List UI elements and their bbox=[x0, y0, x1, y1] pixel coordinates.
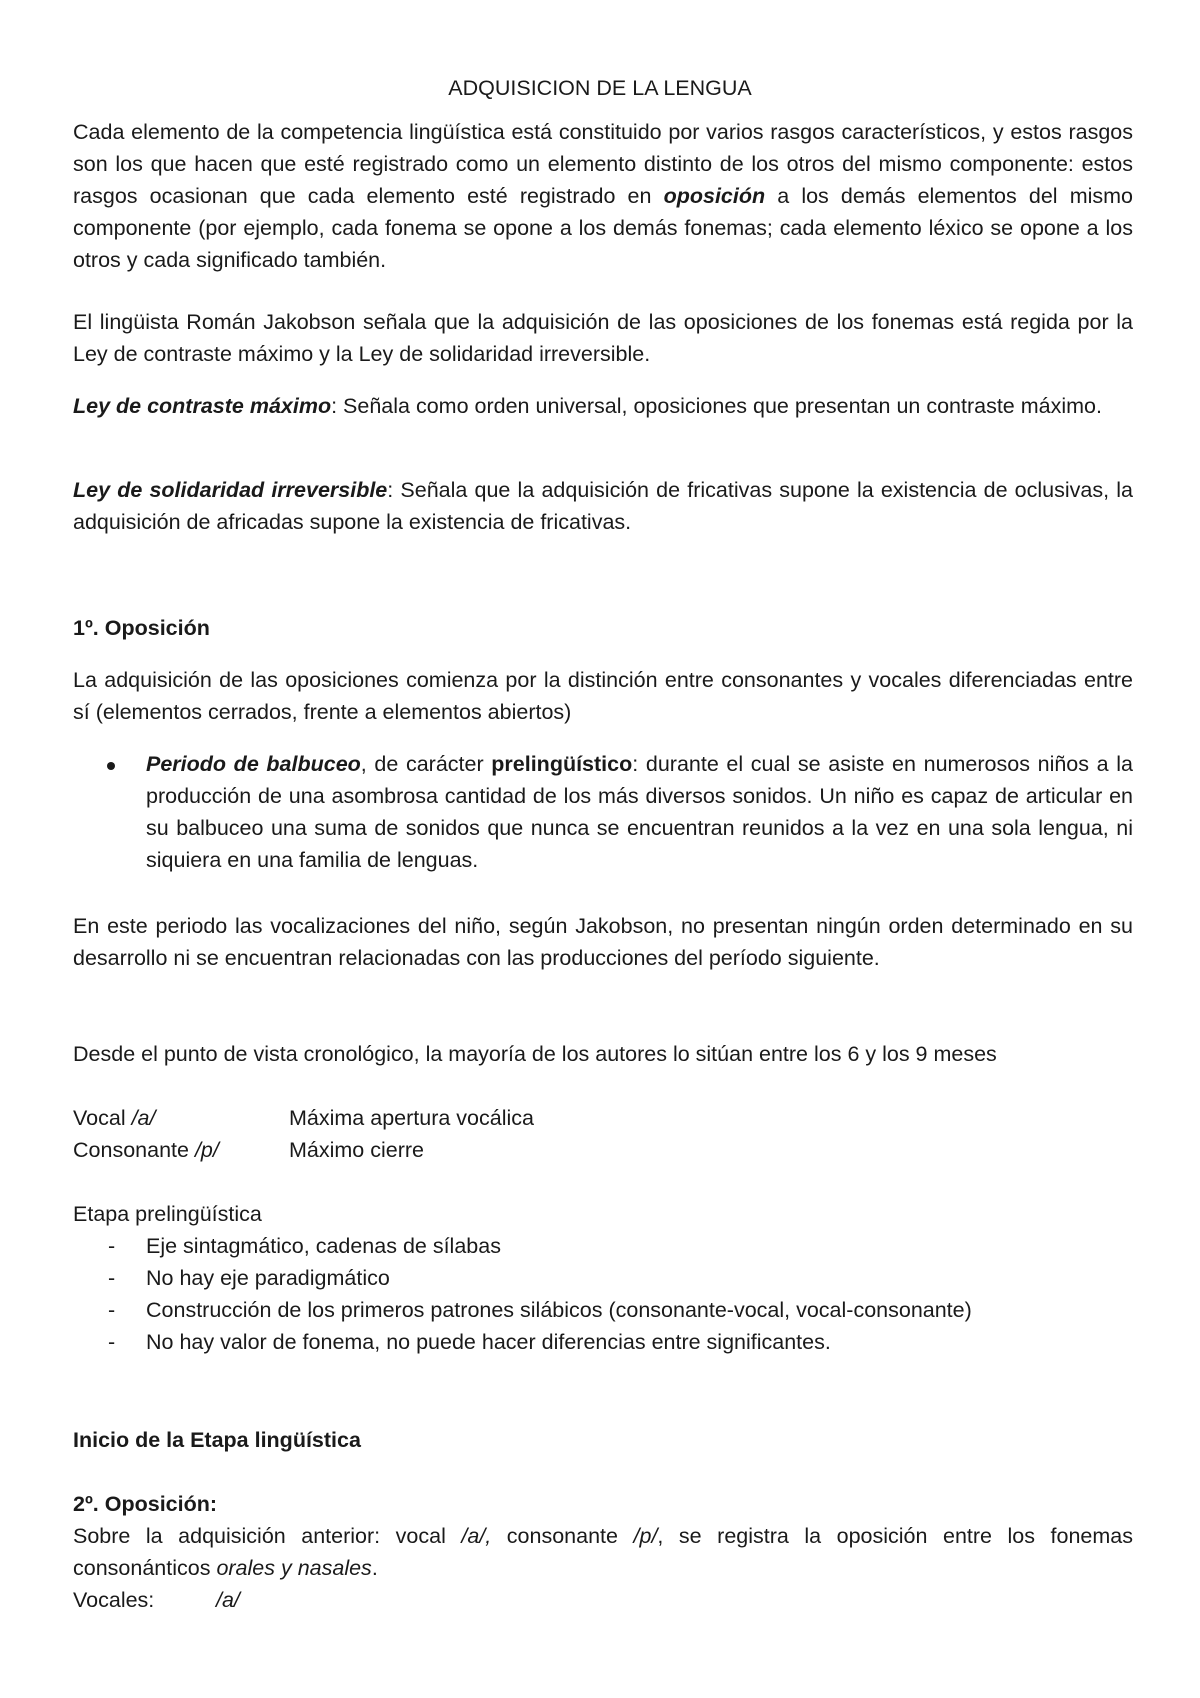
heading-primera-oposicion: 1º. Oposición bbox=[73, 616, 210, 640]
dash-marker: - bbox=[108, 1234, 116, 1258]
row-description: Máxima apertura vocálica bbox=[289, 1106, 534, 1130]
text-span: , de carácter bbox=[360, 752, 492, 776]
italic-term-orales-nasales: orales y nasales bbox=[216, 1556, 372, 1580]
paragraph-vocalizaciones: En este periodo las vocalizaciones del niño, según Jakobson, no presentan ningún orden determinado en su desarrollo ni se encuentran relacionadas con las producciones del período siguiente. bbox=[73, 914, 1133, 970]
paragraph-ley-contraste bbox=[73, 390, 1133, 422]
row-label: Consonante bbox=[73, 1138, 195, 1162]
phoneme-symbol: /p/ bbox=[633, 1524, 658, 1548]
list-item bbox=[108, 1230, 501, 1262]
list-item-text: Construcción de los primeros patrones silábicos (consonante-vocal, vocal-consonante) bbox=[146, 1298, 972, 1322]
text-span: a los demás elementos del mismo componente (por ejemplo, cada fonema se opone a los demás fonemas; cada elemento léxico se opone a los otros y cada significado también. bbox=[73, 184, 1133, 272]
heading-etapa-linguistica: Inicio de la Etapa lingüística bbox=[73, 1428, 361, 1452]
text-span: Sobre la adquisición anterior: vocal bbox=[73, 1524, 462, 1548]
phoneme-symbol: /p/ bbox=[194, 1138, 219, 1162]
list-item bbox=[108, 1326, 831, 1358]
list-item-text: No hay valor de fonema, no puede hacer diferencias entre significantes. bbox=[146, 1330, 831, 1354]
table-row bbox=[73, 1102, 155, 1134]
text-span: . bbox=[371, 1556, 378, 1580]
paragraph-segunda-oposicion bbox=[73, 1520, 1133, 1584]
list-item-text: No hay eje paradigmático bbox=[146, 1266, 390, 1290]
text-span: : Señala que la adquisición de fricativas supone la existencia de oclusivas, la adquisición de africadas supone la existencia de fricativas. bbox=[73, 478, 1133, 534]
document-title: ADQUISICION DE LA LENGUA bbox=[448, 76, 752, 100]
bold-term-oposicion: oposición bbox=[663, 184, 766, 208]
phoneme-symbol: /a/, bbox=[461, 1524, 492, 1548]
bold-term-prelinguistico: prelingüístico bbox=[491, 752, 633, 776]
list-item bbox=[108, 1262, 390, 1294]
row-description: Máximo cierre bbox=[289, 1138, 424, 1162]
heading-segunda-oposicion: 2º. Oposición: bbox=[73, 1492, 218, 1516]
paragraph-oposiciones-inicio: La adquisición de las oposiciones comienza por la distinción entre consonantes y vocales diferenciadas entre sí (elementos cerrados, frente a elementos abiertos) bbox=[73, 668, 1133, 724]
text-span: Cada elemento de la competencia lingüística está constituido por varios rasgos característicos, y estos rasgos son los que hacen que esté registrado como un elemento distinto de los otros del mismo componente: estos rasgos ocasionan que cada elemento esté registrado en bbox=[73, 120, 1133, 208]
phoneme-symbol: /a/ bbox=[216, 1588, 240, 1612]
text-span: : Señala como orden universal, oposiciones que presentan un contraste máximo. bbox=[331, 394, 1102, 418]
term-ley-solidaridad: Ley de solidaridad irreversible bbox=[73, 478, 388, 502]
paragraph-cronologia: Desde el punto de vista cronológico, la mayoría de los autores lo sitúan entre los 6 y los 9 meses bbox=[73, 1042, 997, 1066]
paragraph-jakobson: El lingüista Román Jakobson señala que la adquisición de las oposiciones de los fonemas está regida por la Ley de contraste máximo y la Ley de solidaridad irreversible. bbox=[73, 310, 1133, 366]
text-span: consonante bbox=[491, 1524, 634, 1548]
list-item bbox=[108, 1294, 972, 1326]
term-ley-contraste: Ley de contraste máximo bbox=[73, 394, 332, 418]
row-label: Vocal bbox=[73, 1106, 132, 1130]
phoneme-symbol: /a/ bbox=[131, 1106, 156, 1130]
text-span: : durante el cual se asiste en numerosos niños a la producción de una asombrosa cantidad de los más diversos sonidos. Un niño es capaz de articular en su balbuceo una suma de sonidos que nunca se encuentran reunidos a la vez en una sola lengua, ni siquiera en una familia de lenguas. bbox=[146, 752, 1133, 872]
vocales-label: Vocales: bbox=[73, 1588, 155, 1612]
table-row bbox=[73, 1134, 219, 1166]
paragraph-oposicion-intro bbox=[73, 116, 1133, 276]
paragraph-ley-solidaridad bbox=[73, 474, 1133, 538]
text-span: , se registra la oposición entre los fonemas consonánticos bbox=[73, 1524, 1134, 1580]
dash-marker: - bbox=[108, 1330, 116, 1354]
bullet-icon bbox=[107, 762, 115, 770]
dash-marker: - bbox=[108, 1298, 116, 1322]
list-item-text: Eje sintagmático, cadenas de sílabas bbox=[146, 1234, 501, 1258]
term-periodo-balbuceo: Periodo de balbuceo bbox=[146, 752, 361, 776]
etapa-prelinguistica-title: Etapa prelingüística bbox=[73, 1202, 262, 1226]
dash-marker: - bbox=[108, 1266, 116, 1290]
bullet-periodo-balbuceo bbox=[146, 748, 1133, 876]
